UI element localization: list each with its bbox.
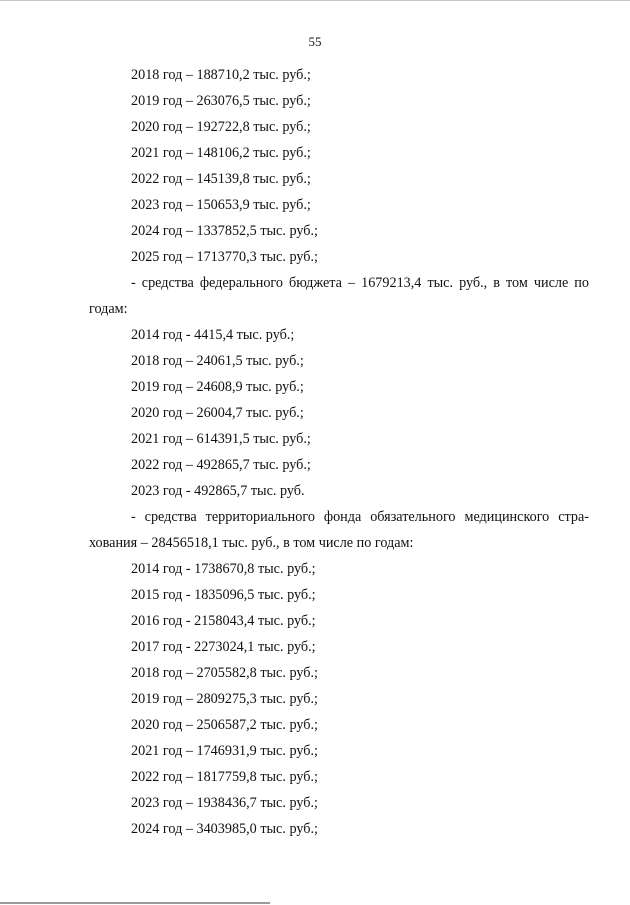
text-line: 2020 год – 2506587,2 тыс. руб.; [131,717,318,733]
text-line: 2018 год – 2705582,8 тыс. руб.; [131,665,318,681]
bottom-edge-rule [0,902,270,904]
text-line: 2014 год - 4415,4 тыс. руб.; [131,327,295,343]
paragraph-federal-budget: - средства федерального бюджета – 1679213,4 тыс. руб., в том числе по [131,275,589,291]
text-line: 2021 год – 614391,5 тыс. руб.; [131,431,311,447]
text-line: 2020 год – 26004,7 тыс. руб.; [131,405,304,421]
paragraph-territorial-fund: - средства территориального фонда обязательного медицинского стра- [131,509,589,525]
text-line: 2017 год - 2273024,1 тыс. руб.; [131,639,316,655]
text-line: 2023 год – 150653,9 тыс. руб.; [131,197,311,213]
page-number: 55 [308,34,322,49]
text-line: 2019 год – 24608,9 тыс. руб.; [131,379,304,395]
text-line: 2019 год – 263076,5 тыс. руб.; [131,93,311,109]
text-line: 2022 год – 145139,8 тыс. руб.; [131,171,311,187]
text-line: 2018 год – 24061,5 тыс. руб.; [131,353,304,369]
text-line: 2022 год – 1817759,8 тыс. руб.; [131,769,318,785]
text-line: 2023 год - 492865,7 тыс. руб. [131,483,305,499]
text-line: 2020 год – 192722,8 тыс. руб.; [131,119,311,135]
text-line: 2025 год – 1713770,3 тыс. руб.; [131,249,318,265]
text-line: 2024 год – 1337852,5 тыс. руб.; [131,223,318,239]
text-line: 2023 год – 1938436,7 тыс. руб.; [131,795,318,811]
text-line: 2015 год - 1835096,5 тыс. руб.; [131,587,316,603]
text-line: 2014 год - 1738670,8 тыс. руб.; [131,561,316,577]
text-line: 2022 год – 492865,7 тыс. руб.; [131,457,311,473]
paragraph-continuation: хования – 28456518,1 тыс. руб., в том числе по годам: [89,535,414,551]
text-line: 2021 год – 148106,2 тыс. руб.; [131,145,311,161]
text-line: 2024 год – 3403985,0 тыс. руб.; [131,821,318,837]
top-edge-rule [0,0,630,1]
text-line: 2019 год – 2809275,3 тыс. руб.; [131,691,318,707]
text-line: 2016 год - 2158043,4 тыс. руб.; [131,613,316,629]
paragraph-continuation: годам: [89,301,128,317]
text-line: 2018 год – 188710,2 тыс. руб.; [131,67,311,83]
text-line: 2021 год – 1746931,9 тыс. руб.; [131,743,318,759]
